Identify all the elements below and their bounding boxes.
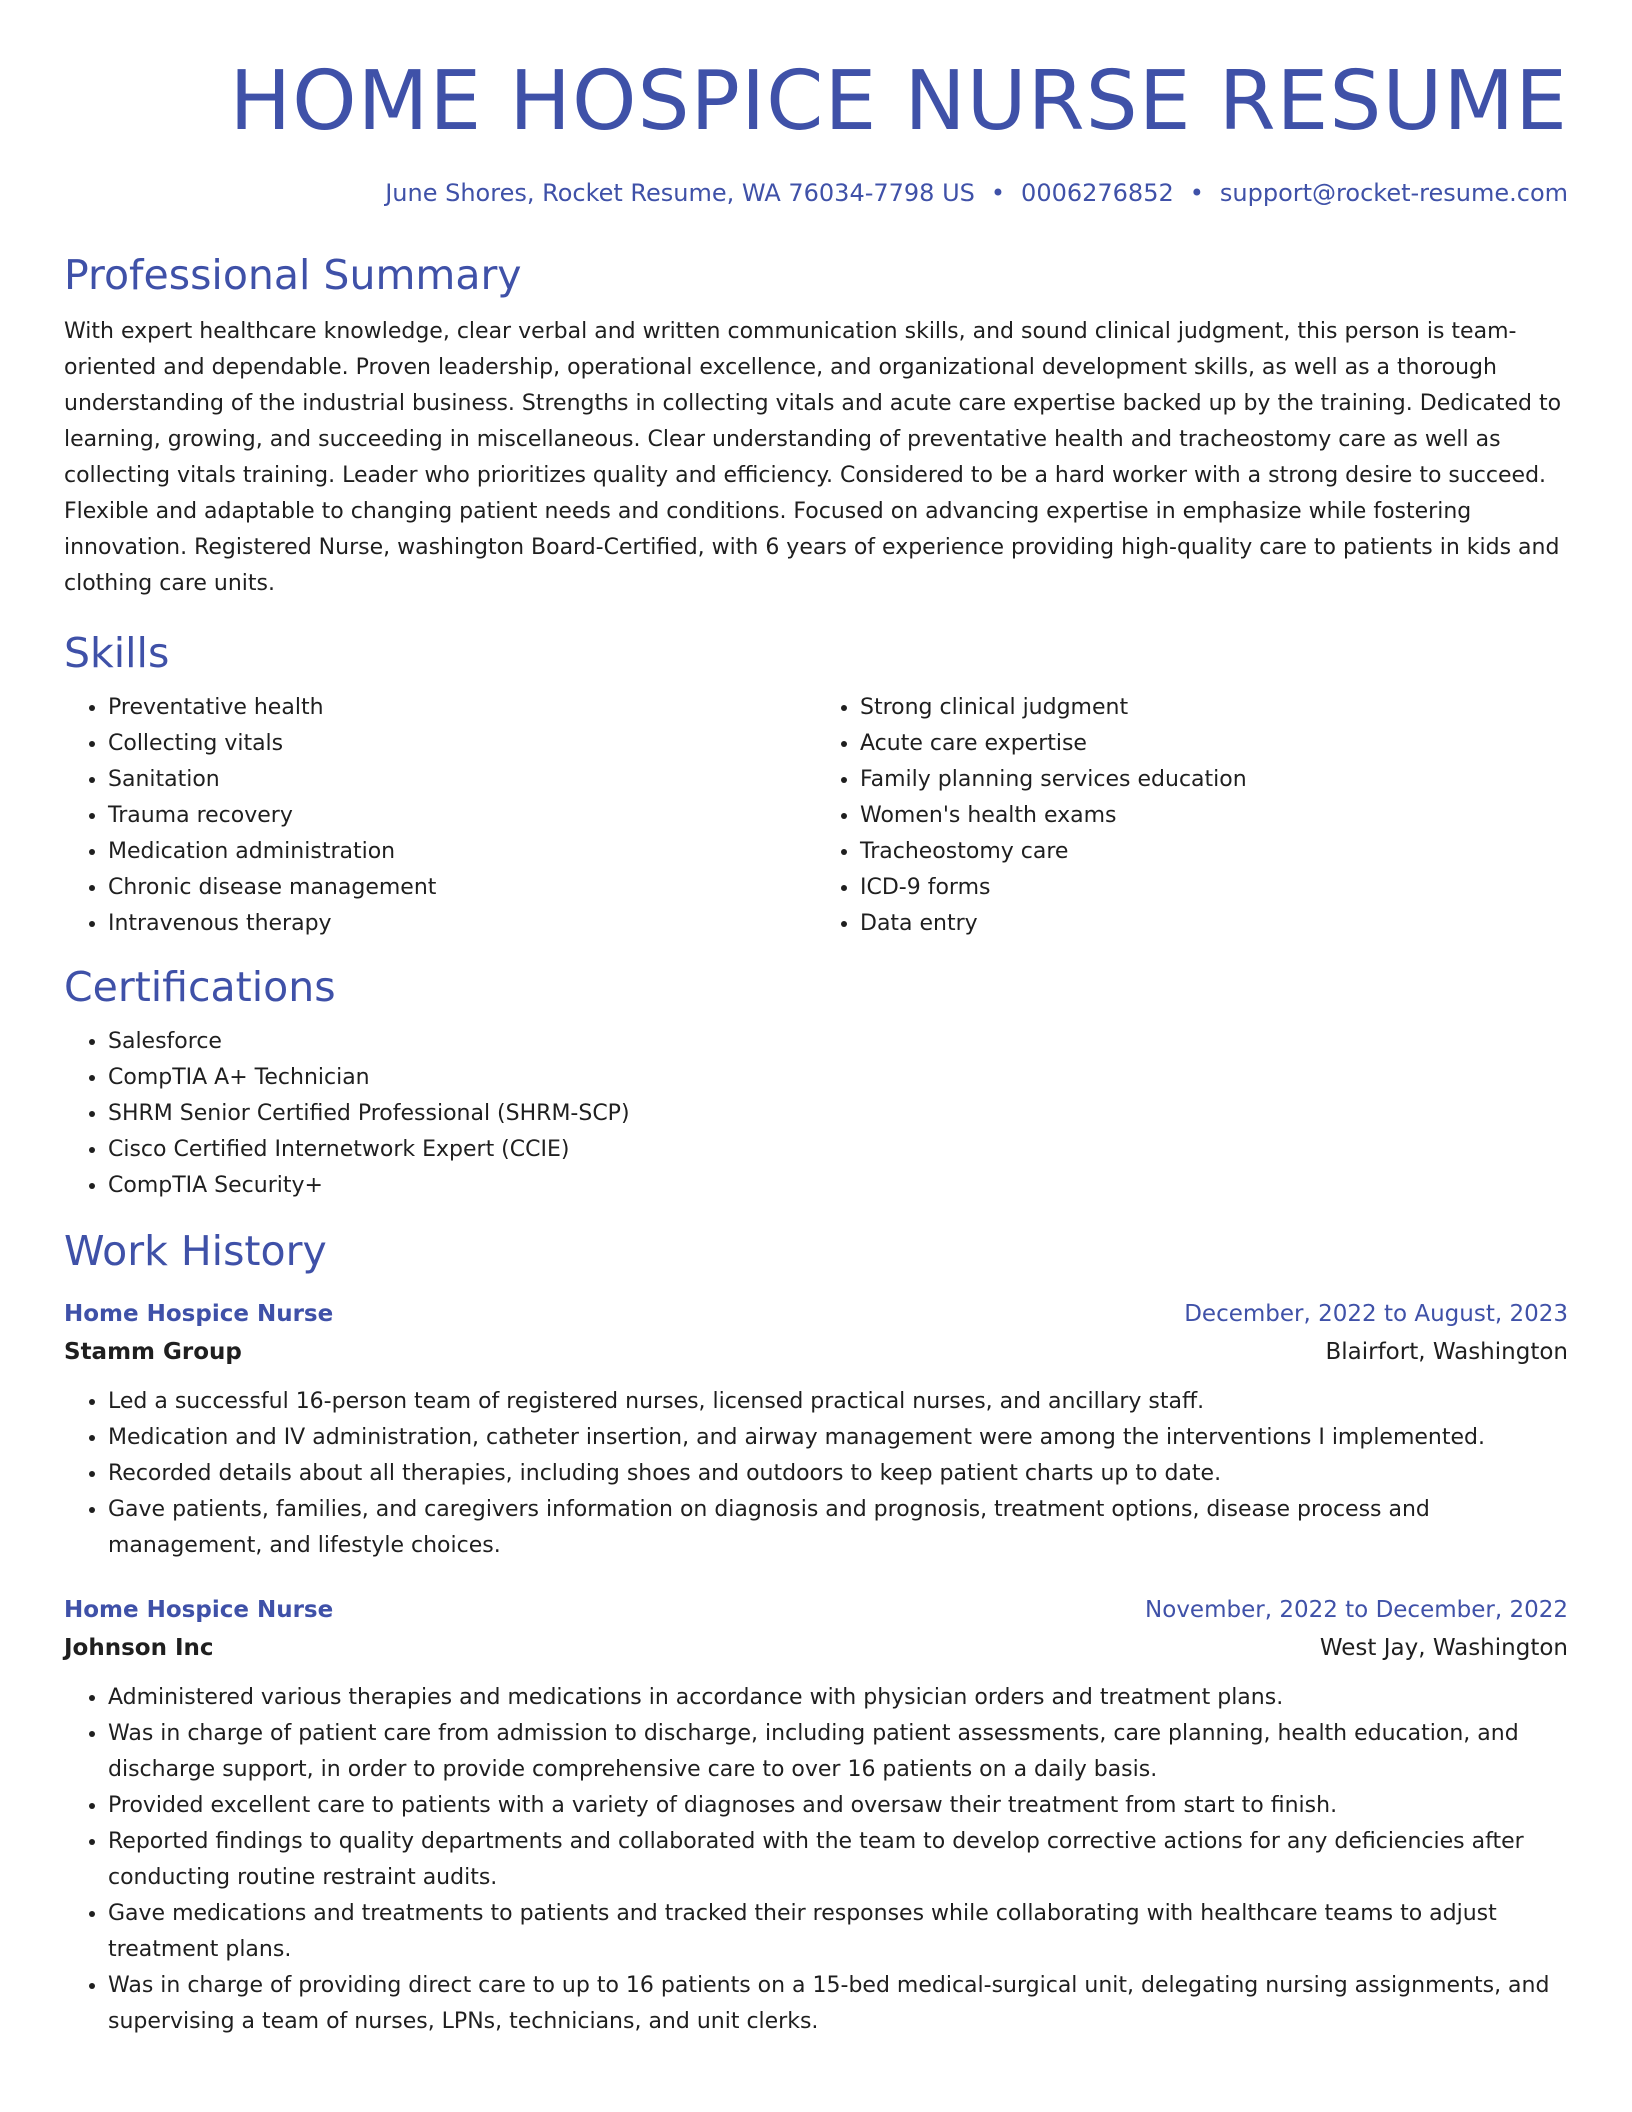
skills-list-right [816, 690, 1568, 942]
contact-email[interactable]: support@rocket-resume.com [1219, 179, 1568, 207]
job-duty: • Provided excellent care to patients with a variety of diagnoses and oversaw their treatment from start to finish. [108, 1788, 1568, 1824]
job-duties-list [64, 1680, 1568, 2040]
job-title: Home Hospice Nurse [64, 1301, 334, 1327]
job-location: West Jay, Washington [1319, 1635, 1568, 1661]
skill-item: • Tracheostomy care [860, 834, 1568, 870]
skill-item: • Collecting vitals [108, 726, 816, 762]
skills-section [64, 628, 1568, 942]
resume-header [64, 52, 1568, 208]
job-duty: • Recorded details about all therapies, including shoes and outdoors to keep patient charts up to date. [108, 1456, 1568, 1492]
job-dates: November, 2022 to December, 2022 [1145, 1597, 1568, 1623]
job-header-row [64, 1296, 1568, 1332]
certification-item: • SHRM Senior Certified Professional (SHRM-SCP) [108, 1096, 1568, 1132]
skill-item: • Strong clinical judgment [860, 690, 1568, 726]
certifications-section [64, 962, 1568, 1204]
job-duties-list [64, 1384, 1568, 1564]
job-title: Home Hospice Nurse [64, 1597, 334, 1623]
contact-address: June Shores, Rocket Resume, WA 76034-7798 US [385, 179, 975, 207]
skill-item: • Women's health exams [860, 798, 1568, 834]
contact-line [64, 178, 1568, 208]
skills-list-left [64, 690, 816, 942]
skill-item: • Chronic disease management [108, 870, 816, 906]
skill-item: • Family planning services education [860, 762, 1568, 798]
job-header-row [64, 1592, 1568, 1628]
skill-item: • Sanitation [108, 762, 816, 798]
job-company: Johnson Inc [64, 1635, 214, 1661]
summary-text: With expert healthcare knowledge, clear verbal and written communication skills, and sound clinical judgment, this person is team-oriented and dependable. Proven leadership, operational excellence, and organizational development skills, as well as a thorough understanding of the industrial business. Strengths in collecting vitals and acute care expertise backed up by the training. Dedicated to learning, growing, and succeeding in miscellaneous. Clear understanding of preventative health and tracheostomy care as well as collecting vitals training. Leader who prioritizes quality and efficiency. Considered to be a hard worker with a strong desire to succeed. Flexible and adaptable to changing patient needs and conditions. Focused on advancing expertise in emphasize while fostering innovation. Registered Nurse, washington Board-Certified, with 6 years of experience providing high-quality care to patients in kids and clothing care units. [64, 319, 1562, 596]
job-company-row [64, 1628, 1568, 1668]
skills-heading: Skills [64, 629, 170, 677]
job-location: Blairfort, Washington [1325, 1339, 1568, 1365]
job-duty: • Reported findings to quality departments and collaborated with the team to develop corrective actions for any deficiencies after conducting routine restraint audits. [108, 1824, 1568, 1896]
skills-grid [64, 690, 1568, 942]
job-duty: • Administered various therapies and medications in accordance with physician orders and treatment plans. [108, 1680, 1568, 1716]
certification-item: • Salesforce [108, 1024, 1568, 1060]
job-duty: • Gave patients, families, and caregivers information on diagnosis and prognosis, treatment options, disease process and management, and lifestyle choices. [108, 1492, 1568, 1564]
contact-separator: • [1189, 179, 1204, 207]
skill-item: • Preventative health [108, 690, 816, 726]
certifications-list [64, 1024, 1568, 1204]
skill-item: • Trauma recovery [108, 798, 816, 834]
work-history-section [64, 1226, 1568, 2040]
contact-phone: 0006276852 [1021, 179, 1174, 207]
job-company: Stamm Group [64, 1339, 242, 1365]
job-entry [64, 1296, 1568, 1564]
resume-title: HOME HOSPICE NURSE RESUME [229, 54, 1568, 149]
certification-item: • CompTIA A+ Technician [108, 1060, 1568, 1096]
skill-item: • Acute care expertise [860, 726, 1568, 762]
skill-item: • Medication administration [108, 834, 816, 870]
work-history-heading: Work History [64, 1227, 327, 1275]
skill-item: • Intravenous therapy [108, 906, 816, 942]
skill-item: • Data entry [860, 906, 1568, 942]
job-duty: • Gave medications and treatments to patients and tracked their responses while collaborating with healthcare teams to adjust treatment plans. [108, 1896, 1568, 1968]
summary-heading: Professional Summary [64, 251, 522, 299]
certification-item: • Cisco Certified Internetwork Expert (CCIE) [108, 1132, 1568, 1168]
job-duty: • Was in charge of providing direct care to up to 16 patients on a 15-bed medical-surgical unit, delegating nursing assignments, and supervising a team of nurses, LPNs, technicians, and unit clerks. [108, 1968, 1568, 2040]
job-duty: • Was in charge of patient care from admission to discharge, including patient assessments, care planning, health education, and discharge support, in order to provide comprehensive care to over 16 patients on a daily basis. [108, 1716, 1568, 1788]
contact-separator: • [990, 179, 1006, 207]
job-duty: • Medication and IV administration, catheter insertion, and airway management were among the interventions I implemented. [108, 1420, 1568, 1456]
job-entry [64, 1592, 1568, 2040]
skill-item: • ICD-9 forms [860, 870, 1568, 906]
certifications-heading: Certifications [64, 963, 336, 1011]
job-duty: • Led a successful 16-person team of registered nurses, licensed practical nurses, and ancillary staff. [108, 1384, 1568, 1420]
certification-item: • CompTIA Security+ [108, 1168, 1568, 1204]
summary-section [64, 250, 1568, 602]
job-dates: December, 2022 to August, 2023 [1184, 1301, 1568, 1327]
job-company-row [64, 1332, 1568, 1372]
